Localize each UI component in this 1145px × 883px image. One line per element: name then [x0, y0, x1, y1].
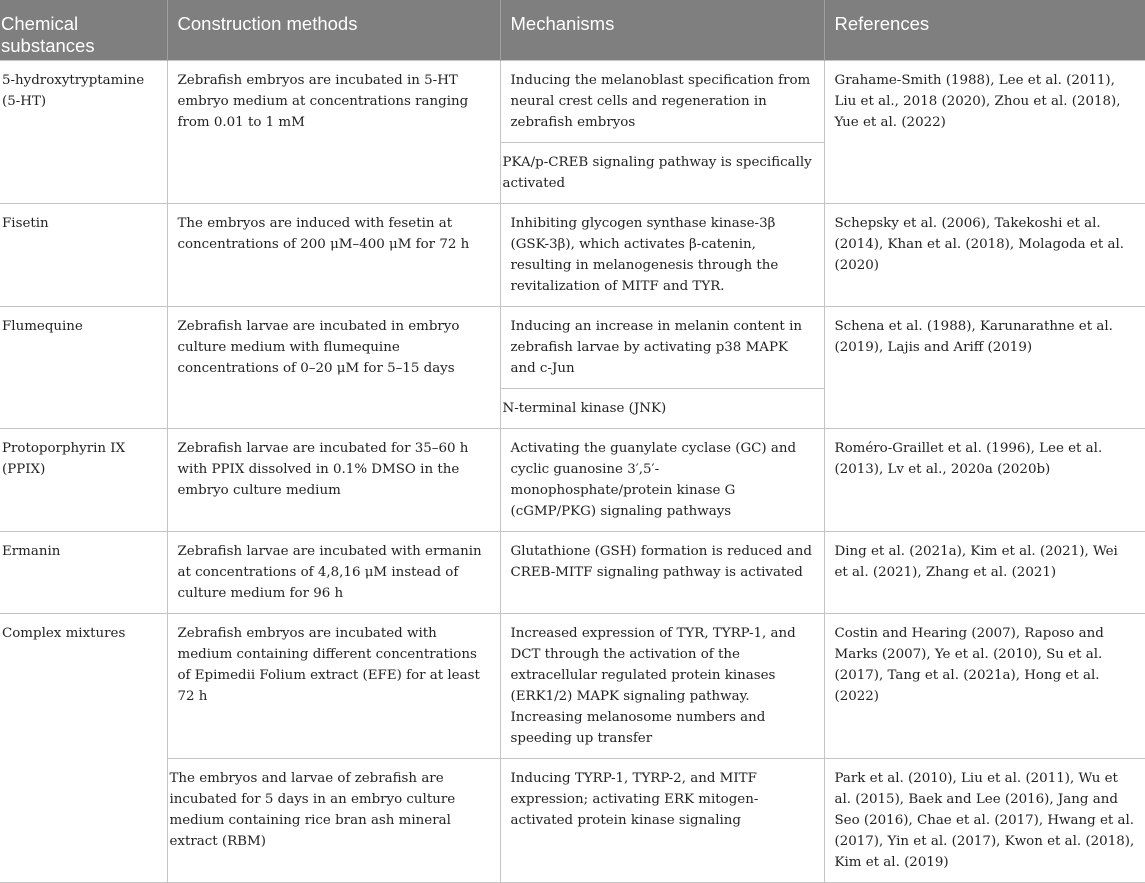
method-cell: Zebrafish larvae are incubated for 35–60 h with PPIX dissolved in 0.1% DMSO in the embryo culture medium [167, 429, 500, 532]
mechanism-cell: PKA/p-CREB signaling pathway is specifically activated [500, 143, 824, 204]
substance-cell: Protoporphyrin IX (PPIX) [0, 429, 167, 532]
references-cell: Schena et al. (1988), Karunarathne et al. (2019), Lajis and Ariff (2019) [824, 307, 1145, 429]
references-cell: Schepsky et al. (2006), Takekoshi et al. (2014), Khan et al. (2018), Molagoda et al. (2020) [824, 204, 1145, 307]
table-row [0, 759, 1145, 883]
header-row [0, 0, 1145, 61]
method-cell: Zebrafish embryos are incubated with medium containing different concentrations of Epimedii Folium extract (EFE) for at least 72 h [167, 614, 500, 759]
table-row [0, 614, 1145, 759]
substance-cell: Flumequine [0, 307, 167, 429]
method-cell: The embryos and larvae of zebrafish are incubated for 5 days in an embryo culture medium containing rice bran ash mineral extract (RBM) [167, 759, 500, 883]
header-chemical-substances: Chemical substances [0, 0, 167, 61]
references-cell: Park et al. (2010), Liu et al. (2011), Wu et al. (2015), Baek and Lee (2016), Jang and Seo (2016), Chae et al. (2017), Hwang et al. (2017), Yin et al. (2017), Kwon et al. (2018), Kim et al. (2019) [824, 759, 1145, 883]
mechanism-cell: Inducing the melanoblast specification from neural crest cells and regeneration in zebrafish embryos [500, 61, 824, 143]
table-row [0, 307, 1145, 389]
references-cell: Costin and Hearing (2007), Raposo and Marks (2007), Ye et al. (2010), Su et al. (2017), Tang et al. (2021a), Hong et al. (2022) [824, 614, 1145, 759]
substance-cell: Complex mixtures [0, 614, 167, 883]
header-mechanisms: Mechanisms [500, 0, 824, 61]
table-row [0, 204, 1145, 307]
references-cell: Roméro-Graillet et al. (1996), Lee et al. (2013), Lv et al., 2020a (2020b) [824, 429, 1145, 532]
references-cell: Ding et al. (2021a), Kim et al. (2021), Wei et al. (2021), Zhang et al. (2021) [824, 532, 1145, 614]
mechanism-cell: Inducing TYRP-1, TYRP-2, and MITF expression; activating ERK mitogen-activated protein kinase signaling [500, 759, 824, 883]
header-construction-methods: Construction methods [167, 0, 500, 61]
references-cell: Grahame-Smith (1988), Lee et al. (2011), Liu et al., 2018 (2020), Zhou et al. (2018), Yue et al. (2022) [824, 61, 1145, 204]
table-row [0, 429, 1145, 532]
mechanism-cell: Increased expression of TYR, TYRP-1, and DCT through the activation of the extracellular regulated protein kinases (ERK1/2) MAPK signaling pathway. Increasing melanosome numbers and speeding up transfer [500, 614, 824, 759]
substance-cell: Ermanin [0, 532, 167, 614]
table-row [0, 532, 1145, 614]
mechanism-cell: N-terminal kinase (JNK) [500, 389, 824, 429]
method-cell: Zebrafish larvae are incubated in embryo culture medium with flumequine concentrations of 0–20 μM for 5–15 days [167, 307, 500, 429]
table-row [0, 61, 1145, 143]
method-cell: Zebrafish embryos are incubated in 5-HT embryo medium at concentrations ranging from 0.01 to 1 mM [167, 61, 500, 204]
substance-cell: Fisetin [0, 204, 167, 307]
mechanism-cell: Glutathione (GSH) formation is reduced and CREB-MITF signaling pathway is activated [500, 532, 824, 614]
method-cell: The embryos are induced with fesetin at concentrations of 200 μM–400 μM for 72 h [167, 204, 500, 307]
substance-cell: 5-hydroxytryptamine (5-HT) [0, 61, 167, 204]
mechanism-cell: Inducing an increase in melanin content in zebrafish larvae by activating p38 MAPK and c-Jun [500, 307, 824, 389]
mechanism-cell: Activating the guanylate cyclase (GC) and cyclic guanosine 3′,5′-monophosphate/protein kinase G (cGMP/PKG) signaling pathways [500, 429, 824, 532]
header-references: References [824, 0, 1145, 61]
mechanism-cell: Inhibiting glycogen synthase kinase-3β (GSK-3β), which activates β-catenin, resulting in melanogenesis through the revitalization of MITF and TYR. [500, 204, 824, 307]
method-cell: Zebrafish larvae are incubated with ermanin at concentrations of 4,8,16 μM instead of culture medium for 96 h [167, 532, 500, 614]
